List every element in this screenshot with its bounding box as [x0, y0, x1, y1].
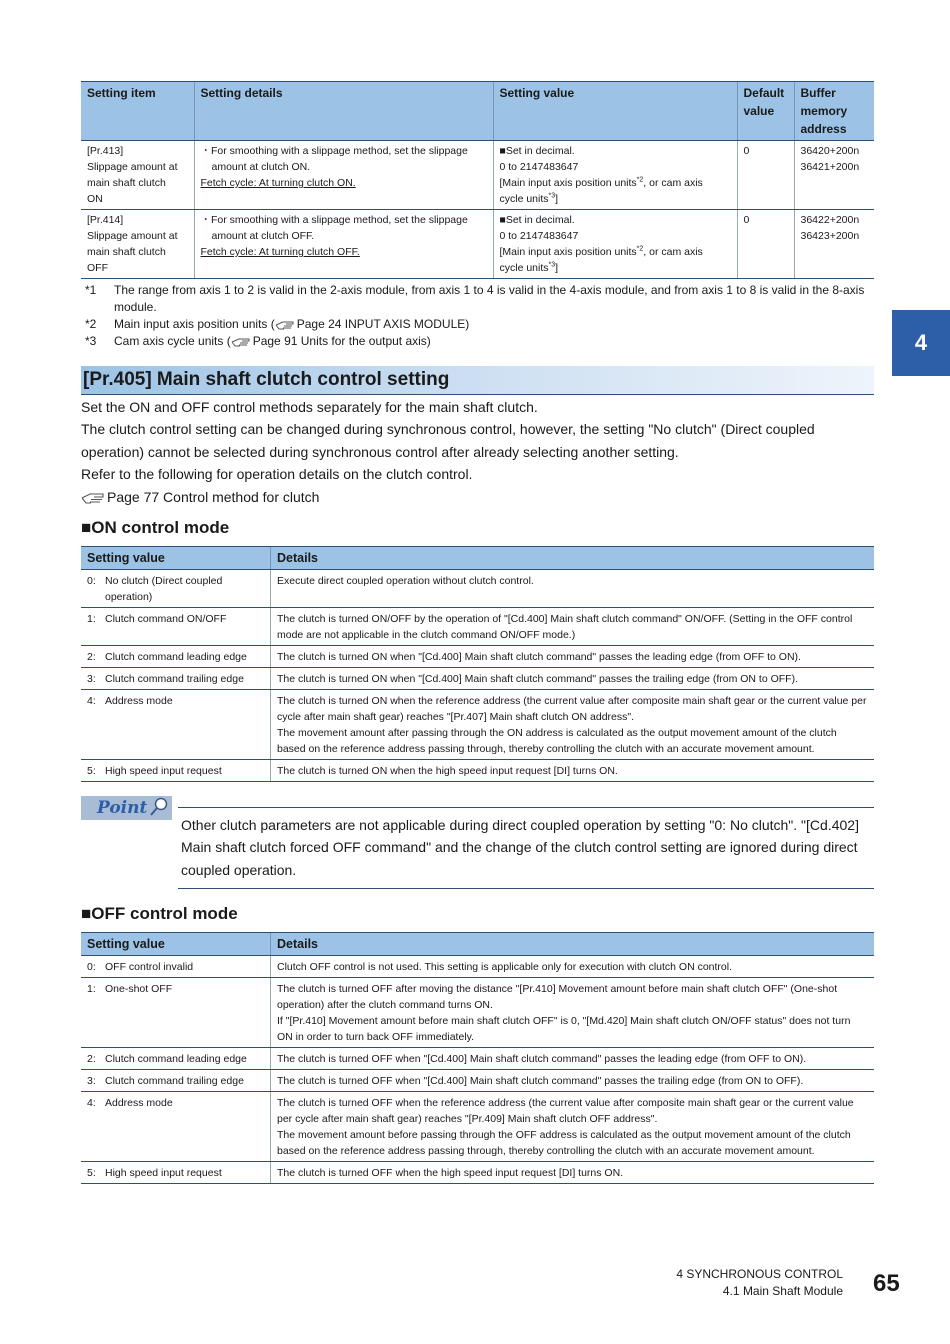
detail-text: The movement amount before passing through the OFF address is calculated as the output movement amount of the clutch based on the reference address passing through, thereby controlling the clutch with an accurate movement amount.: [277, 1129, 851, 1157]
option-label-cont: operation): [105, 591, 153, 603]
option-label: High speed input request: [105, 765, 222, 777]
default-value-cell: 0: [737, 141, 794, 210]
value-unit-line: [500, 260, 731, 276]
option-number: 5:: [87, 1167, 96, 1179]
page-footer: [676, 1266, 843, 1300]
value-text: cycle units: [499, 262, 549, 274]
col-header-details: Details: [271, 547, 875, 570]
default-value-cell: 0: [737, 210, 794, 279]
setting-value-cell: [81, 690, 271, 760]
setting-value-cell: [81, 956, 271, 978]
setting-value-cell: [81, 668, 271, 690]
option-number: 2:: [87, 1053, 96, 1065]
table-row: [81, 570, 874, 608]
buffer-address: 36423+200n: [800, 230, 860, 242]
value-text: [Main input axis position units: [499, 177, 637, 189]
option-label: One-shot OFF: [105, 983, 173, 995]
section-heading: [81, 366, 874, 395]
table-row: [81, 141, 874, 210]
value-unit-line: [500, 175, 731, 191]
page-number: 65: [873, 1270, 900, 1297]
detail-bullet-text: For smoothing with a slippage method, set the slippage amount at clutch ON.: [211, 145, 468, 173]
table-header-row: [81, 933, 874, 956]
setting-value-cell: [81, 646, 271, 668]
item-name-line: main shaft clutch: [87, 246, 166, 258]
col-header-setting-value: Setting value: [81, 933, 271, 956]
detail-text: The clutch is turned OFF when the reference address (the current value after composite main shaft gear or the current value per cycle after main shaft gear) reaches "[Pr.409] Main shaft clutch OFF address".: [277, 1097, 854, 1125]
off-mode-heading: ■OFF control mode: [81, 904, 238, 923]
item-id: [Pr.413]: [87, 145, 124, 157]
col-header-details: Details: [271, 933, 875, 956]
setting-value-cell: [493, 210, 737, 279]
details-cell: [271, 1092, 875, 1162]
option-label: High speed input request: [105, 1167, 222, 1179]
detail-text: The movement amount after passing through the ON address is calculated as the output movement amount of the clutch based on the reference address passing through, thereby controlling the clutch with an accurate movement amount.: [277, 727, 837, 755]
value-range: 0 to 2147483647: [499, 161, 579, 173]
footer-chapter: 4 SYNCHRONOUS CONTROL: [676, 1267, 843, 1281]
reference-hand-icon: [81, 491, 107, 505]
table-row: [81, 1070, 874, 1092]
detail-text: Execute direct coupled operation without clutch control.: [277, 575, 534, 587]
table-row: [81, 956, 874, 978]
item-name-line: ON: [87, 193, 103, 205]
setting-value-cell: [493, 141, 737, 210]
table-row: [81, 1162, 874, 1184]
setting-value-cell: [81, 608, 271, 646]
table-row: [81, 210, 874, 279]
buffer-memory-cell: [794, 141, 874, 210]
intro-line: operation) cannot be selected during synchronous control after already selecting another setting.: [81, 443, 679, 460]
value-text: , or cam axis: [643, 246, 703, 258]
option-number: 3:: [87, 1075, 96, 1087]
detail-bullet: ・For smoothing with a slippage method, set the slippage amount at clutch ON.: [200, 145, 468, 173]
detail-text: Clutch OFF control is not used. This setting is applicable only for execution with clutch ON control.: [277, 961, 733, 973]
detail-text: The clutch is turned OFF when the high speed input request [DI] turns ON.: [277, 1167, 624, 1179]
detail-text: If "[Pr.410] Movement amount before main shaft clutch OFF" is 0, "[Md.420] Main shaft clutch ON/OFF status" does not turn ON in order to turn back OFF immediately.: [277, 1015, 851, 1043]
detail-text: The clutch is turned ON when the high speed input request [DI] turns ON.: [277, 765, 618, 777]
table-row: [81, 978, 874, 1048]
buffer-address: 36422+200n: [800, 214, 860, 226]
chapter-tab[interactable]: 4: [892, 310, 950, 376]
value-text: ]: [555, 262, 559, 274]
details-cell: [271, 570, 875, 608]
option-label: Clutch command trailing edge: [105, 1075, 244, 1087]
setting-value-cell: [81, 1070, 271, 1092]
option-number: 1:: [87, 983, 96, 995]
detail-bullet: ・For smoothing with a slippage method, set the slippage amount at clutch OFF.: [200, 214, 468, 242]
details-cell: [271, 1070, 875, 1092]
table-row: [81, 1048, 874, 1070]
footnote-mark: *2: [85, 317, 97, 331]
value-unit-line: [500, 244, 731, 260]
off-mode-table: [81, 932, 874, 1184]
footnote-text-line: [114, 333, 879, 350]
detail-text: The clutch is turned ON/OFF by the operation of "[Cd.400] Main shaft clutch command" ON/OFF. (Setting in the OFF control mode are not applicable in the clutch command ON/OFF mode.): [277, 613, 853, 641]
option-number: 1:: [87, 613, 96, 625]
footnote-ref: *2: [636, 245, 644, 253]
col-header-setting-details: Setting details: [194, 82, 493, 141]
footnote-ref: *3: [548, 192, 556, 200]
item-name-line: OFF: [87, 262, 108, 274]
detail-text: The clutch is turned OFF after moving the distance "[Pr.410] Movement amount before main shaft clutch OFF" (One-shot operation) after the clutch command turns ON.: [277, 983, 838, 1011]
setting-value-cell: [81, 1092, 271, 1162]
details-cell: [271, 956, 875, 978]
option-number: 5:: [87, 765, 96, 777]
option-label: Address mode: [105, 1097, 173, 1109]
detail-text: The clutch is turned ON when "[Cd.400] Main shaft clutch command" passes the trailing edge (from ON to OFF).: [277, 673, 799, 685]
setting-value-cell: [81, 760, 271, 782]
item-id: [Pr.414]: [87, 214, 124, 226]
option-number: 3:: [87, 673, 96, 685]
option-number: 0:: [87, 961, 96, 973]
intro-reference: [81, 486, 881, 508]
option-number: 4:: [87, 695, 96, 707]
footer-section: 4.1 Main Shaft Module: [722, 1284, 843, 1298]
table-row: [81, 1092, 874, 1162]
option-label: Clutch command trailing edge: [105, 673, 244, 685]
option-label: No clutch (Direct coupled: [105, 575, 223, 587]
setting-item-cell: [81, 210, 194, 279]
col-header-default-value: Default value: [737, 82, 794, 141]
buffer-memory-cell: [794, 210, 874, 279]
value-text: ]: [555, 193, 559, 205]
value-unit-line: [500, 191, 731, 207]
details-cell: [271, 608, 875, 646]
setting-value-cell: [81, 978, 271, 1048]
details-cell: [271, 690, 875, 760]
table-header-row: [81, 547, 874, 570]
footnote-text: Cam axis cycle units (: [114, 334, 231, 348]
detail-bullet-text: For smoothing with a slippage method, set the slippage amount at clutch OFF.: [211, 214, 468, 242]
option-label: OFF control invalid: [105, 961, 194, 973]
table-row: [81, 646, 874, 668]
on-mode-table: [81, 546, 874, 782]
option-label: Address mode: [105, 695, 173, 707]
footnote-mark: *1: [85, 283, 97, 297]
parameter-table: [81, 81, 874, 279]
footnote-text-line: [114, 316, 879, 333]
setting-details-cell: [194, 141, 493, 210]
value-text: [Main input axis position units: [499, 246, 637, 258]
reference-link-text[interactable]: Page 91 Units for the output axis): [252, 334, 431, 348]
option-label: Clutch command ON/OFF: [105, 613, 227, 625]
details-cell: [271, 1048, 875, 1070]
reference-hand-icon: [231, 336, 253, 348]
point-badge: [81, 796, 172, 820]
point-label: Point: [97, 798, 148, 818]
option-number: 2:: [87, 651, 96, 663]
fetch-cycle: Fetch cycle: At turning clutch ON.: [200, 177, 356, 189]
footnote-ref: *2: [636, 176, 644, 184]
footnote-ref: *3: [548, 261, 556, 269]
footnote-1: [85, 282, 885, 316]
intro-paragraph: [81, 396, 881, 508]
option-number: 4:: [87, 1097, 96, 1109]
option-number: 0:: [87, 575, 96, 587]
intro-line: Refer to the following for operation details on the clutch control.: [81, 466, 473, 483]
value-text: , or cam axis: [643, 177, 703, 189]
point-divider-top: [178, 807, 874, 808]
details-cell: [271, 1162, 875, 1184]
item-name-line: Slippage amount at: [87, 230, 178, 242]
intro-line: The clutch control setting can be changed during synchronous control, however, the setting "No clutch" (Direct coupled: [81, 421, 815, 438]
buffer-address: 36421+200n: [800, 161, 860, 173]
point-text: Other clutch parameters are not applicable during direct coupled operation by setting "0: No clutch". "[Cd.402] Main shaft clutch forced OFF command" and the change of the clutch control setting are ignored during direct coupled operation.: [181, 817, 859, 878]
option-label: Clutch command leading edge: [105, 1053, 247, 1065]
setting-item-cell: [81, 141, 194, 210]
fetch-cycle: Fetch cycle: At turning clutch OFF.: [200, 246, 360, 258]
option-label: Clutch command leading edge: [105, 651, 247, 663]
detail-text: The clutch is turned OFF when "[Cd.400] Main shaft clutch command" passes the leading edge (from OFF to ON).: [277, 1053, 807, 1065]
col-header-setting-value: Setting value: [493, 82, 737, 141]
details-cell: [271, 646, 875, 668]
reference-link-text[interactable]: Page 24 INPUT AXIS MODULE): [296, 317, 470, 331]
detail-text: The clutch is turned OFF when "[Cd.400] Main shaft clutch command" passes the trailing edge (from ON to OFF).: [277, 1075, 804, 1087]
reference-hand-icon: [275, 319, 297, 331]
col-header-buffer-memory: Buffer memory address: [794, 82, 874, 141]
table-row: [81, 608, 874, 646]
reference-link-text[interactable]: Page 77 Control method for clutch: [107, 488, 320, 505]
on-mode-heading: ■ON control mode: [81, 518, 230, 537]
details-cell: [271, 760, 875, 782]
footnote-text: Main input axis position units (: [114, 317, 275, 331]
footnote-2: [85, 316, 885, 333]
item-name-line: Slippage amount at: [87, 161, 178, 173]
value-line: ■Set in decimal.: [499, 214, 575, 226]
table-row: [81, 690, 874, 760]
detail-text: The clutch is turned ON when "[Cd.400] Main shaft clutch command" passes the leading edge (from OFF to ON).: [277, 651, 801, 663]
footnote-text: The range from axis 1 to 2 is valid in the 2-axis module, from axis 1 to 4 is valid in the 4-axis module, and from axis 1 to 8 is valid in the 8-axis module.: [114, 283, 865, 314]
setting-value-cell: [81, 1162, 271, 1184]
value-range: 0 to 2147483647: [499, 230, 579, 242]
col-header-setting-item: Setting item: [81, 82, 194, 141]
table-row: [81, 668, 874, 690]
setting-value-cell: [81, 570, 271, 608]
point-divider-bottom: [178, 888, 874, 889]
setting-value-cell: [81, 1048, 271, 1070]
col-header-setting-value: Setting value: [81, 547, 271, 570]
table-header-row: [81, 82, 874, 141]
table-row: [81, 760, 874, 782]
footnote-3: [85, 333, 885, 350]
details-cell: [271, 978, 875, 1048]
value-text: cycle units: [499, 193, 549, 205]
intro-line: Set the ON and OFF control methods separately for the main shaft clutch.: [81, 399, 538, 415]
footnote-mark: *3: [85, 334, 97, 348]
setting-details-cell: [194, 210, 493, 279]
value-line: ■Set in decimal.: [499, 145, 575, 157]
detail-text: The clutch is turned ON when the reference address (the current value after composite main shaft gear or the current value per cycle after main shaft gear) reaches "[Pr.407] Main shaft clutch ON address".: [277, 695, 867, 723]
buffer-address: 36420+200n: [800, 145, 860, 157]
section-title: [Pr.405] Main shaft clutch control setting: [83, 369, 450, 390]
item-name-line: main shaft clutch: [87, 177, 166, 189]
details-cell: [271, 668, 875, 690]
